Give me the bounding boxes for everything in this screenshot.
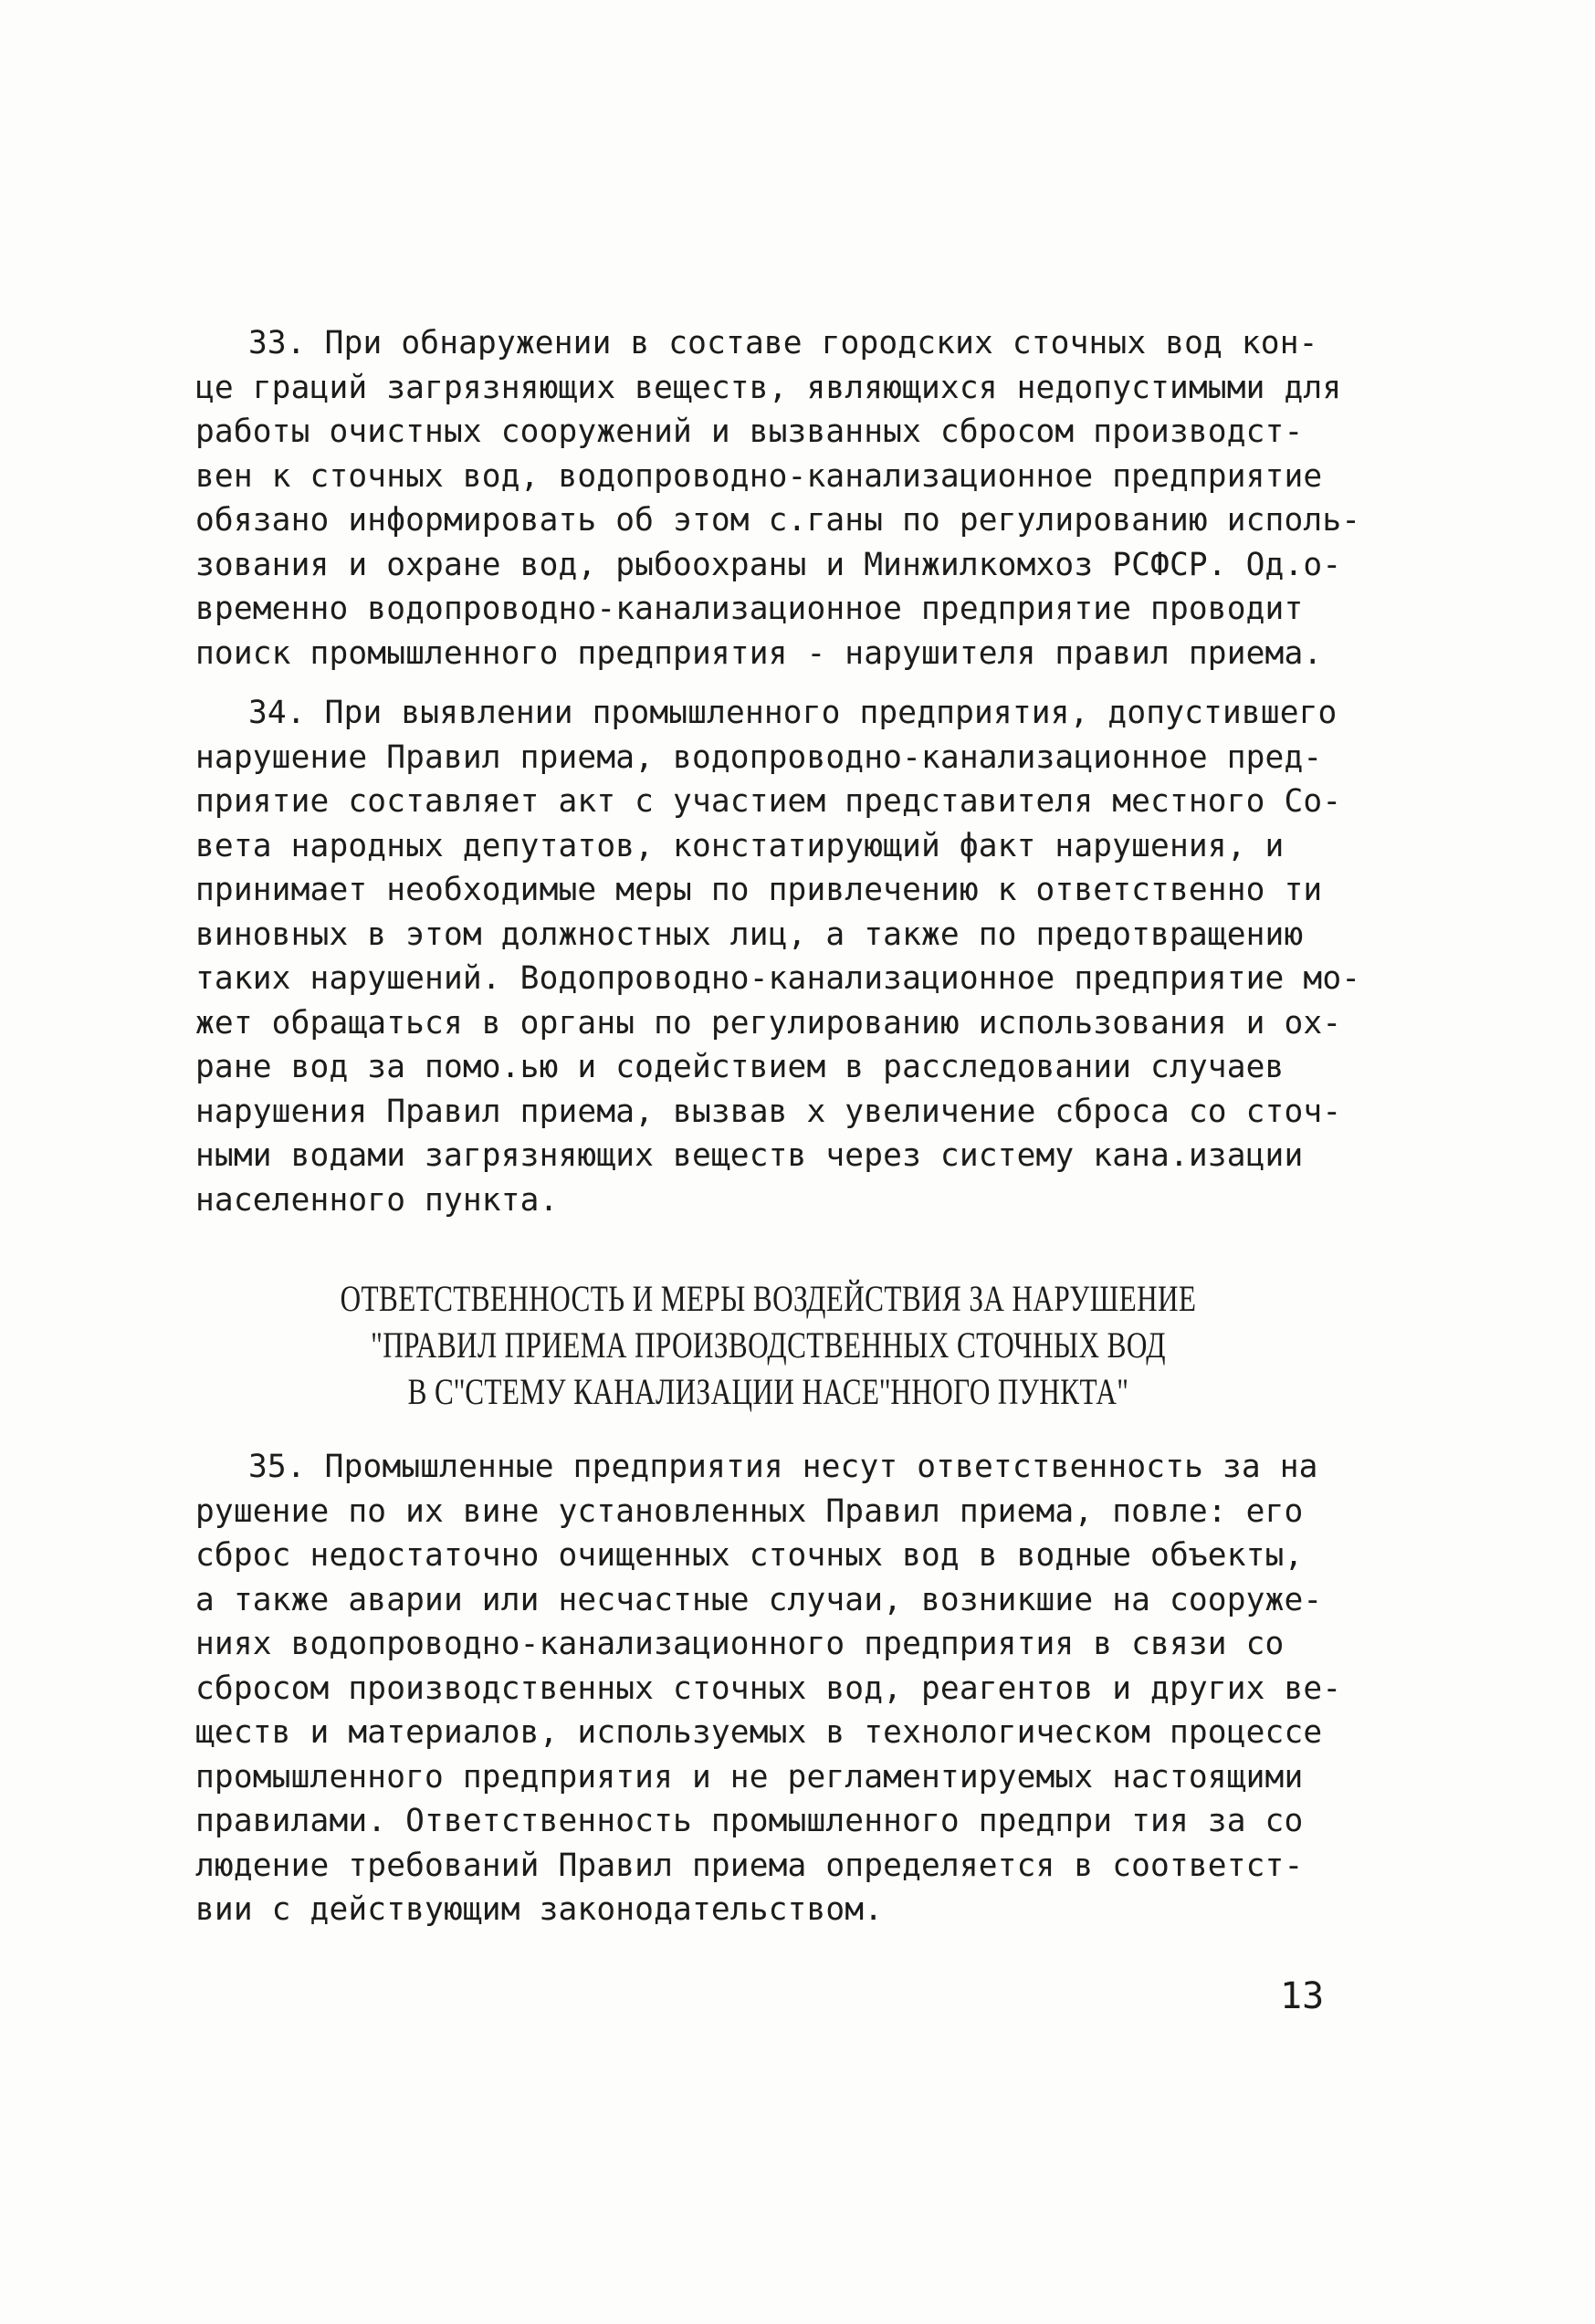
page-number: 13 (1280, 1975, 1325, 2017)
text-line: работы очистных сооружений и вызванных сбросом производст- (195, 414, 1304, 450)
text-line: людение требований Правил приема определяется в соответст- (195, 1847, 1304, 1884)
text-line: виновных в этом должностных лиц, а также по предотвращению (195, 916, 1304, 953)
text-line: ниях водопроводно-канализационного предприятия в связи со (195, 1626, 1285, 1662)
text-line: населенного пункта. (195, 1181, 559, 1219)
text-line: промышленного предприятия и не регламентируемых настоящими (195, 1758, 1304, 1795)
text-line: вии с действующим законодательством. (195, 1891, 884, 1928)
text-line: ществ и материалов, используемых в технологическом процессе (195, 1714, 1323, 1751)
text-line: рушение по их вине установленных Правил приема, повле: его (195, 1492, 1304, 1530)
text-line: зования и охране вод, рыбоохраны и Минжилкомхоз РСФСР. Од.о- (195, 546, 1342, 583)
text-line: вен к сточных вод, водопроводно-канализационное предприятие (195, 457, 1323, 495)
text-line: вета народных депутатов, констатирующий факт нарушения, и (195, 827, 1285, 864)
text-line: нарушения Правил приема, вызвав х увеличение сброса со сточ- (195, 1093, 1342, 1130)
paragraph-35 (195, 1445, 1341, 1932)
text-line: приятие составляет акт с участием представителя местного Со- (195, 783, 1342, 820)
paragraph-33 (195, 321, 1361, 675)
paragraph-34 (195, 691, 1361, 1222)
text-line: правилами. Ответственность промышленного предпри тия за со (195, 1803, 1304, 1839)
text-line: временно водопроводно-канализационное предприятие проводит (195, 591, 1304, 627)
section-heading (195, 1275, 1341, 1415)
text-line: таких нарушений. Водопроводно-канализационное предприятие мо- (195, 960, 1361, 997)
text-line: сброс недостаточно очищенных сточных вод в водные объекты, (195, 1537, 1304, 1574)
heading-line: "ПРАВИЛ ПРИЕМА ПРОИЗВОДСТВЕННЫХ СТОЧНЫХ ВОД (371, 1324, 1166, 1366)
text-line: 35. Промышленные предприятия несут ответственность за на (248, 1449, 1318, 1485)
text-line: сбросом производственных сточных вод, реагентов и других ве- (195, 1670, 1342, 1707)
text-line: обязано информировать об этом с.ганы по регулированию исполь- (195, 502, 1361, 539)
text-line: жет обращаться в органы по регулированию использования и ох- (195, 1004, 1342, 1042)
text-line: це граций загрязняющих веществ, являющихся недопустимыми для (195, 369, 1342, 406)
text-line: принимает необходимые меры по привлечению к ответственно ти (195, 872, 1323, 908)
text-line: ране вод за помо.ью и содействием в расследовании случаев (195, 1049, 1285, 1085)
text-line: поиск промышленного предприятия - нарушителя правил приема. (195, 634, 1323, 672)
text-line: 33. При обнаружении в составе городских сточных вод кон- (248, 325, 1318, 361)
text-line: 34. При выявлении промышленного предприятия, допустившего (248, 695, 1338, 731)
text-line: ными водами загрязняющих веществ через систему кана.изации (195, 1137, 1304, 1174)
text-line: нарушение Правил приема, водопроводно-канализационное пред- (195, 738, 1323, 776)
text-line: а также аварии или несчастные случаи, возникшие на сооруже- (195, 1581, 1323, 1618)
heading-line: В С''СТЕМУ КАНАЛИЗАЦИИ НАСЕ''ННОГО ПУНКТА" (407, 1371, 1129, 1412)
heading-line: ОТВЕТСТВЕННОСТЬ И МЕРЫ ВОЗДЕЙСТВИЯ ЗА НАРУШЕНИЕ (340, 1278, 1197, 1319)
